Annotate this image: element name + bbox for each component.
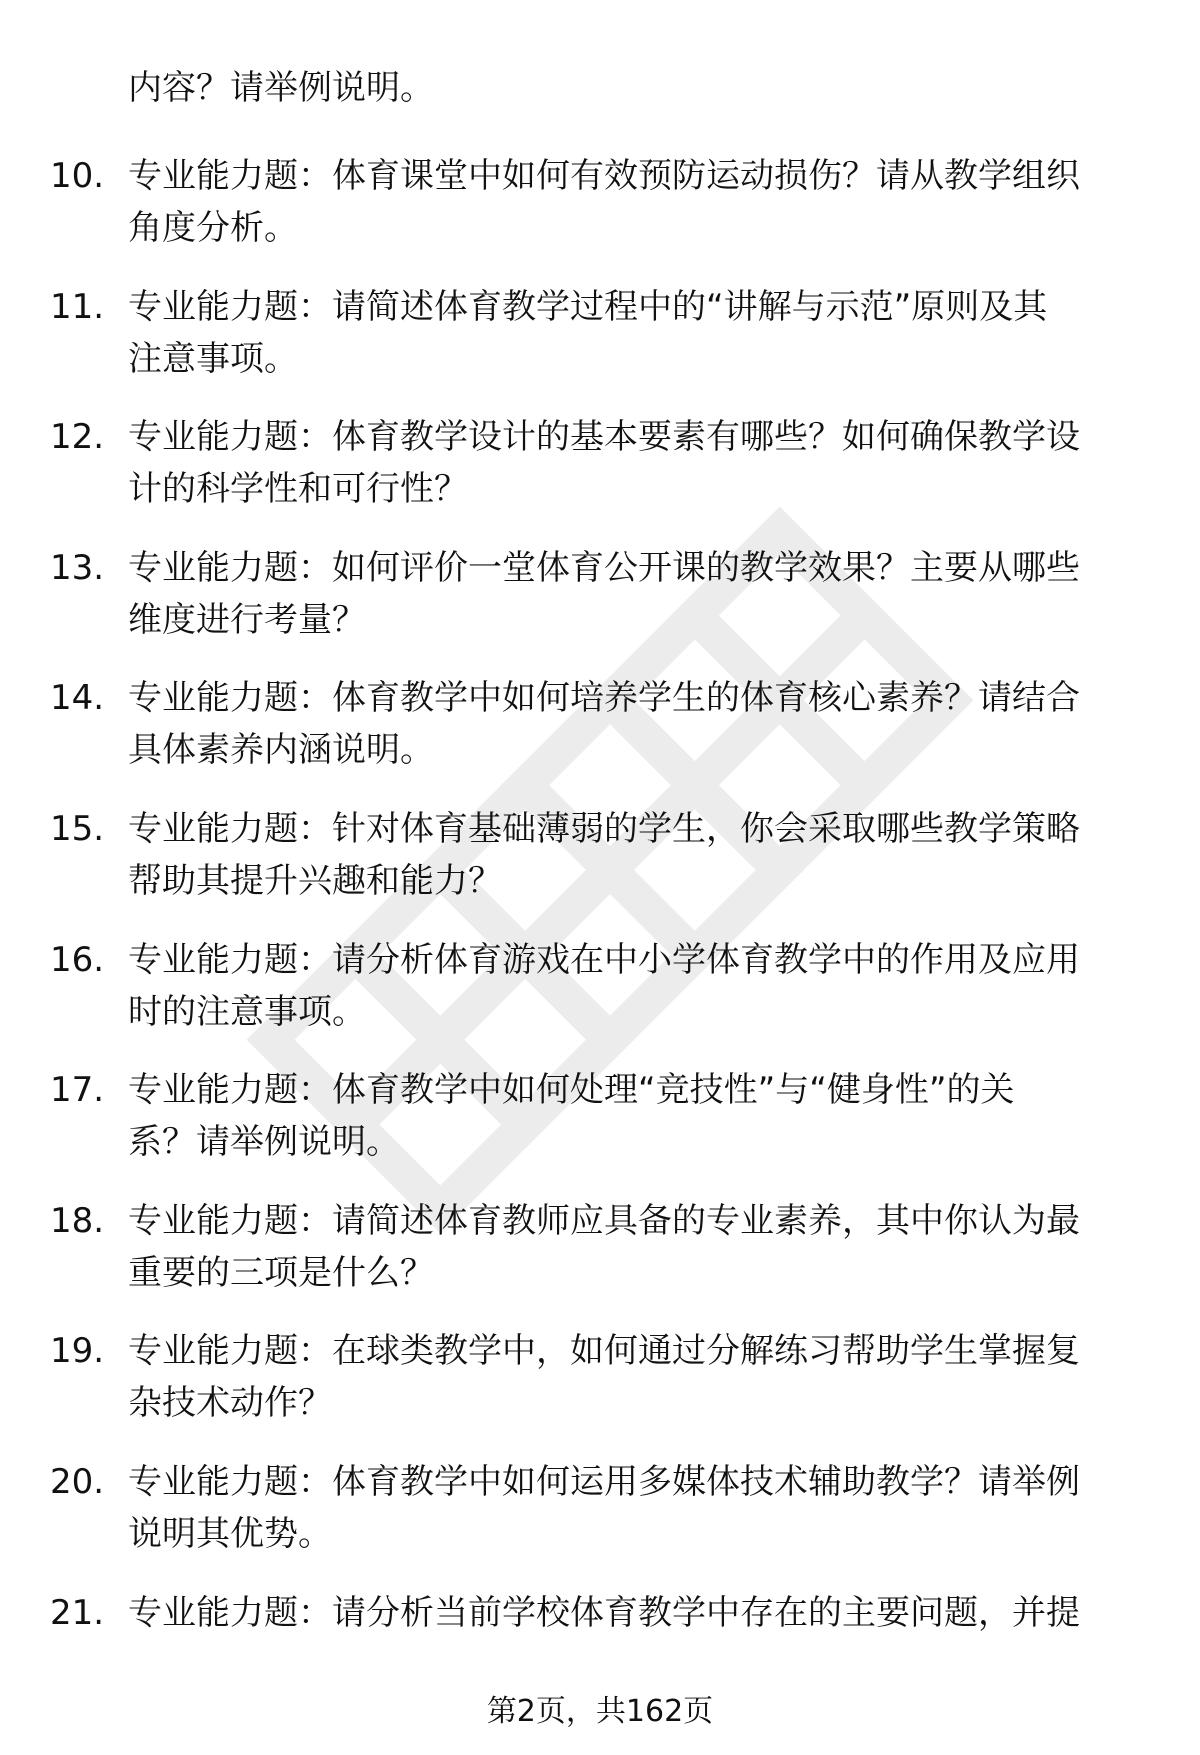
question-number: 12.	[50, 417, 105, 458]
list-item	[0, 934, 1200, 1065]
question-text-line: 专业能力题：体育教学设计的基本要素有哪些？如何确保教学设	[128, 417, 1080, 458]
question-number: 11.	[50, 286, 105, 327]
question-text-line: 专业能力题：请分析体育游戏在中小学体育教学中的作用及应用	[128, 939, 1080, 980]
question-text-line: 说明其优势。	[128, 1513, 332, 1554]
question-text-line: 帮助其提升兴趣和能力？	[128, 860, 502, 901]
list-item	[0, 1064, 1200, 1195]
question-text-line: 专业能力题：体育教学中如何培养学生的体育核心素养？请结合	[128, 678, 1080, 719]
question-number: 13.	[50, 547, 105, 588]
question-text-line: 维度进行考量？	[128, 599, 366, 640]
question-text-line: 专业能力题：体育课堂中如何有效预防运动损伤？请从教学组织	[128, 156, 1080, 196]
question-text-line: 专业能力题：针对体育基础薄弱的学生，你会采取哪些教学策略	[128, 808, 1080, 849]
question-number: 18.	[50, 1200, 105, 1241]
question-text-line: 专业能力题：体育教学中如何运用多媒体技术辅助教学？请举例	[128, 1461, 1080, 1502]
list-item	[0, 1325, 1200, 1456]
question-list	[0, 150, 1200, 1717]
question-text-line: 专业能力题：在球类教学中，如何通过分解练习帮助学生掌握复	[128, 1331, 1080, 1372]
question-text-line: 时的注意事项。	[128, 991, 366, 1032]
question-number: 20.	[50, 1461, 105, 1502]
question-text-line: 系？请举例说明。	[128, 1122, 400, 1163]
question-text-line: 专业能力题：请分析当前学校体育教学中存在的主要问题，并提	[128, 1592, 1080, 1633]
question-text-line: 角度分析。	[128, 208, 298, 248]
question-number: 17.	[50, 1070, 105, 1111]
question-number: 10.	[50, 156, 105, 196]
list-item	[0, 150, 1200, 281]
question-text-line: 注意事项。	[128, 338, 298, 379]
question-text-line: 专业能力题：请简述体育教师应具备的专业素养，其中你认为最	[128, 1200, 1080, 1241]
question-text-line: 专业能力题：请简述体育教学过程中的“讲解与示范”原则及其	[128, 286, 1048, 327]
question-number: 15.	[50, 808, 105, 849]
list-item	[0, 672, 1200, 803]
question-number: 16.	[50, 939, 105, 980]
list-item	[0, 542, 1200, 673]
question-text-line: 杂技术动作？	[128, 1383, 332, 1424]
question-text-line: 专业能力题：体育教学中如何处理“竞技性”与“健身性”的关	[128, 1070, 1015, 1111]
question-number: 19.	[50, 1331, 105, 1372]
question-text-line: 计的科学性和可行性？	[128, 469, 468, 510]
list-item	[0, 411, 1200, 542]
question-text-line: 重要的三项是什么？	[128, 1252, 434, 1293]
list-item	[0, 1195, 1200, 1326]
continuation-line: 内容？请举例说明。	[128, 68, 434, 108]
list-item	[0, 1456, 1200, 1587]
question-text-line: 专业能力题：如何评价一堂体育公开课的教学效果？主要从哪些	[128, 547, 1080, 588]
list-item	[0, 281, 1200, 412]
page-number-footer: 第2页，共162页	[486, 1694, 714, 1729]
list-item	[0, 803, 1200, 934]
question-text-line: 具体素养内涵说明。	[128, 730, 434, 771]
question-number: 14.	[50, 678, 105, 719]
question-number: 21.	[50, 1592, 105, 1633]
